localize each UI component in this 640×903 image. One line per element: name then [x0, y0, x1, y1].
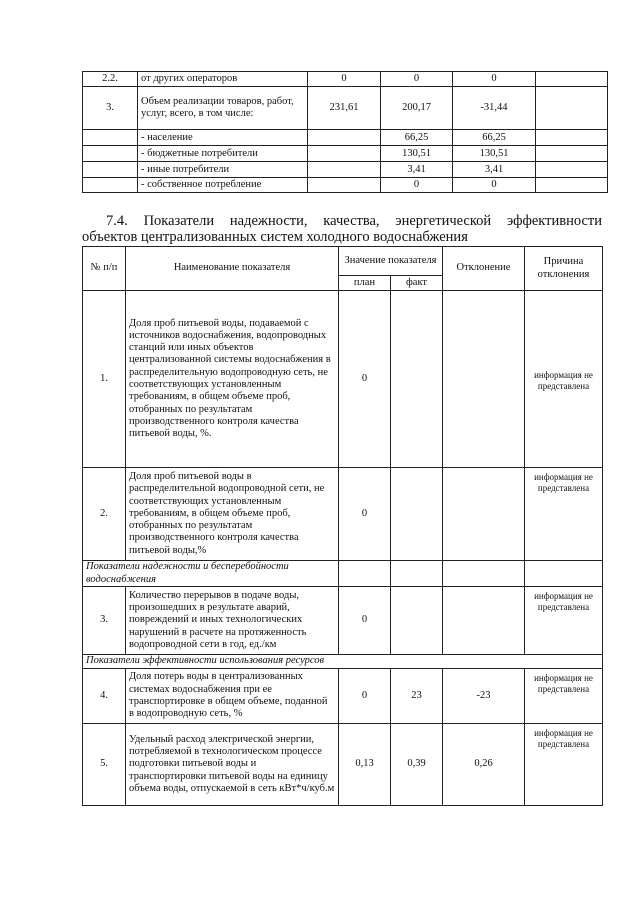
- heading-number: 7.4.: [106, 213, 128, 229]
- header-plan: план: [339, 276, 391, 291]
- financial-table: [82, 71, 608, 193]
- section-reliability: Показатели надежности и бесперебойности водоснабжения: [83, 561, 339, 587]
- heading-line-1: [82, 213, 602, 229]
- row-value-3: 0: [453, 178, 536, 193]
- row-number: [83, 146, 138, 162]
- empty-cell: [339, 561, 391, 587]
- row-value-4: [536, 162, 608, 178]
- row-number: 4.: [83, 669, 126, 724]
- row-value-3: -31,44: [453, 87, 536, 130]
- row-number: 1.: [83, 291, 126, 468]
- row-value-4: [536, 87, 608, 130]
- header-deviation: Отклонение: [443, 247, 525, 291]
- section-efficiency: Показатели эффективности использования ресурсов: [83, 655, 603, 669]
- table-row: [83, 178, 608, 193]
- row-value-4: [536, 146, 608, 162]
- section-row: [83, 655, 603, 669]
- section-heading: [82, 213, 602, 245]
- row-number: 2.2.: [83, 72, 138, 87]
- row-deviation: -23: [443, 669, 525, 724]
- section-row: [83, 561, 603, 587]
- row-name: Доля проб питьевой воды в распределительной водопроводной сети, не соответствующих установленным требованиям, в общем объеме проб, отобранных по результатам производственного контроля качества питьевой воды,%: [126, 468, 339, 561]
- row-value-2: 0: [381, 72, 453, 87]
- row-value-4: [536, 72, 608, 87]
- indicators-table: [82, 246, 603, 806]
- heading-word: качества,: [323, 213, 380, 229]
- row-value-3: 3,41: [453, 162, 536, 178]
- empty-cell: [391, 561, 443, 587]
- row-fact: [391, 587, 443, 655]
- row-number: 3.: [83, 587, 126, 655]
- table-row: [83, 87, 608, 130]
- row-value-3: 0: [453, 72, 536, 87]
- table-row: [83, 724, 603, 806]
- row-value-2: 200,17: [381, 87, 453, 130]
- row-fact: [391, 468, 443, 561]
- row-reason: информация не представлена: [525, 669, 603, 724]
- row-number: [83, 162, 138, 178]
- table-row: [83, 468, 603, 561]
- row-reason: информация не представлена: [525, 468, 603, 561]
- header-row: [83, 247, 603, 276]
- empty-cell: [443, 561, 525, 587]
- row-value-3: 130,51: [453, 146, 536, 162]
- row-value-4: [536, 130, 608, 146]
- table-row: [83, 669, 603, 724]
- row-value-1: 0: [308, 72, 381, 87]
- row-fact: 23: [391, 669, 443, 724]
- table-row: [83, 291, 603, 468]
- row-value-4: [536, 178, 608, 193]
- row-name: - собственное потребление: [138, 178, 308, 193]
- header-value: Значение показателя: [339, 247, 443, 276]
- row-value-1: [308, 162, 381, 178]
- row-value-2: 0: [381, 178, 453, 193]
- row-number: 5.: [83, 724, 126, 806]
- table-row: [83, 146, 608, 162]
- row-plan: 0: [339, 468, 391, 561]
- row-value-1: [308, 146, 381, 162]
- row-value-2: 130,51: [381, 146, 453, 162]
- row-name: - население: [138, 130, 308, 146]
- table-row: [83, 162, 608, 178]
- row-number: 3.: [83, 87, 138, 130]
- row-fact: [391, 291, 443, 468]
- row-deviation: [443, 291, 525, 468]
- row-fact: 0,39: [391, 724, 443, 806]
- row-name: от других операторов: [138, 72, 308, 87]
- header-reason: Причина отклонения: [525, 247, 603, 291]
- row-name: Удельный расход электрической энергии, потребляемой в технологическом процессе подготовки питьевой воды и транспортировки питьевой воды на единицу объема воды, отпускаемой в сеть кВт*ч/куб.м: [126, 724, 339, 806]
- row-value-2: 3,41: [381, 162, 453, 178]
- table-row: [83, 72, 608, 87]
- row-value-1: 231,61: [308, 87, 381, 130]
- table-row: [83, 587, 603, 655]
- row-name: Количество перерывов в подаче воды, произошедших в результате аварий, повреждений и иных технологических нарушений в расчете на протяженность водопроводной сети в год, ед./км: [126, 587, 339, 655]
- header-name: Наименование показателя: [126, 247, 339, 291]
- table-row: [83, 130, 608, 146]
- row-deviation: [443, 468, 525, 561]
- heading-word: надежности,: [229, 213, 308, 229]
- header-num: № п/п: [83, 247, 126, 291]
- header-fact: факт: [391, 276, 443, 291]
- row-value-1: [308, 178, 381, 193]
- heading-word: Показатели: [143, 213, 215, 229]
- row-plan: 0: [339, 587, 391, 655]
- row-value-2: 66,25: [381, 130, 453, 146]
- empty-cell: [525, 561, 603, 587]
- row-number: [83, 130, 138, 146]
- heading-line-2: объектов централизованных систем холодного водоснабжения: [82, 229, 468, 245]
- row-name: Объем реализации товаров, работ, услуг, всего, в том числе:: [138, 87, 308, 130]
- row-value-3: 66,25: [453, 130, 536, 146]
- row-plan: 0,13: [339, 724, 391, 806]
- row-reason: информация не представлена: [525, 291, 603, 468]
- row-name: Доля проб питьевой воды, подаваемой с источников водоснабжения, водопроводных станций или иных объектов централизованной системы водоснабжения в распределительную водопроводную сеть, не соответствующих установленным требованиям, в общем объеме проб, отобранных по результатам производственного контроля качества питьевой воды, %.: [126, 291, 339, 468]
- row-number: 2.: [83, 468, 126, 561]
- row-plan: 0: [339, 669, 391, 724]
- row-deviation: 0,26: [443, 724, 525, 806]
- row-name: - иные потребители: [138, 162, 308, 178]
- row-deviation: [443, 587, 525, 655]
- heading-word: энергетической: [395, 213, 492, 229]
- row-name: Доля потерь воды в централизованных системах водоснабжения при ее транспортировке в общем объеме, поданной в водопроводную сеть, %: [126, 669, 339, 724]
- row-name: - бюджетные потребители: [138, 146, 308, 162]
- heading-word: эффективности: [507, 213, 602, 229]
- row-reason: информация не представлена: [525, 724, 603, 806]
- row-reason: информация не представлена: [525, 587, 603, 655]
- row-plan: 0: [339, 291, 391, 468]
- row-value-1: [308, 130, 381, 146]
- row-number: [83, 178, 138, 193]
